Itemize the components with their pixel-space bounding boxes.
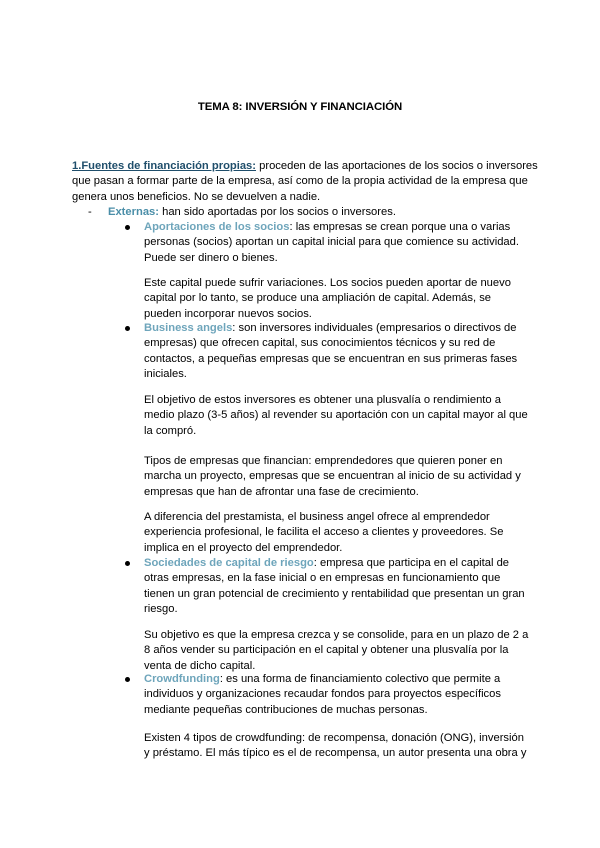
section-1-text: proceden de las aportaciones de los socios o inversores que pasan a formar parte de la empresa, así como de la propia actividad de la empresa que genera unos beneficios. No se devuelven a nadie. bbox=[72, 160, 538, 203]
section-1-paragraph bbox=[72, 159, 552, 205]
aportaciones-paragraph: Este capital puede sufrir variaciones. Los socios pueden aportar de nuevo capital por lo tanto, se produce una ampliación de capital. Además, se pueden incorporar nuevos socios. bbox=[144, 277, 511, 320]
crowdfunding-paragraph: Existen 4 tipos de crowdfunding: de recompensa, donación (ONG), inversión y préstamo. El más típico es el de recompensa, un autor presenta una obra y bbox=[144, 732, 527, 760]
bullet-icon bbox=[125, 677, 130, 682]
section-1-heading: 1.Fuentes de financiación propias: bbox=[72, 160, 257, 172]
bullet-sociedades-capital-riesgo bbox=[144, 556, 530, 618]
sociedades-text: : empresa que participa en el capital de otras empresas, en la fase inicial o en empresas en funcionamiento que tienen un gran potencial de crecimiento y rentabilidad que presentan un gran riesgo. bbox=[144, 557, 525, 616]
crowdfunding-text: : es una forma de financiamiento colectivo que permite a individuos y organizaciones recaudar fondos para proyectos específicos mediante pequeñas contribuciones de muchas personas. bbox=[144, 673, 501, 716]
bullet-business-angels bbox=[144, 321, 530, 383]
bullet-crowdfunding bbox=[144, 672, 530, 718]
business-angels-label: Business angels bbox=[144, 322, 233, 334]
bullet-aportaciones bbox=[144, 220, 530, 266]
aportaciones-text: : las empresas se crean porque una o varias personas (socios) aportan un capital inicial para que comience su actividad. Puede ser dinero o bienes. bbox=[144, 221, 519, 264]
sociedades-label: Sociedades de capital de riesgo bbox=[144, 557, 314, 569]
bullet-icon bbox=[125, 326, 130, 331]
page-title: TEMA 8: INVERSIÓN Y FINANCIACIÓN bbox=[197, 101, 403, 113]
aportaciones-label: Aportaciones de los socios bbox=[144, 221, 290, 233]
externas-text: han sido aportadas por los socios o inversores. bbox=[159, 206, 396, 218]
crowdfunding-label: Crowdfunding bbox=[144, 673, 220, 685]
dash-marker: - bbox=[88, 206, 92, 218]
bullet-icon bbox=[125, 225, 130, 230]
bullet-icon bbox=[125, 561, 130, 566]
business-angels-paragraph-1: El objetivo de estos inversores es obtener una plusvalía o rendimiento a medio plazo (3-5 años) al revender su aportación con un capital mayor al que la compró. bbox=[144, 394, 528, 437]
business-angels-paragraph-3: A diferencia del prestamista, el business angel ofrece al emprendedor experiencia profesional, le facilita el acceso a clientes y proveedores. Se implica en el proyecto del emprendedor. bbox=[144, 511, 504, 554]
externas-item bbox=[88, 205, 548, 220]
externas-label: Externas: bbox=[108, 206, 159, 218]
sociedades-paragraph: Su objetivo es que la empresa crezca y se consolide, para en un plazo de 2 a 8 años vender su participación en el capital y obtener una plusvalía por la venta de dicho capital. bbox=[144, 629, 529, 672]
business-angels-text: : son inversores individuales (empresarios o directivos de empresas) que ofrecen capital, sus conocimientos técnicos y su red de contactos, a pequeñas empresas que se encuentran en sus primeras fases iniciales. bbox=[144, 322, 518, 381]
business-angels-paragraph-2: Tipos de empresas que financian: emprendedores que quieren poner en marcha un proyecto, empresas que se encuentran al inicio de su actividad y empresas que han de afrontar una fase de crecimiento. bbox=[144, 455, 521, 498]
